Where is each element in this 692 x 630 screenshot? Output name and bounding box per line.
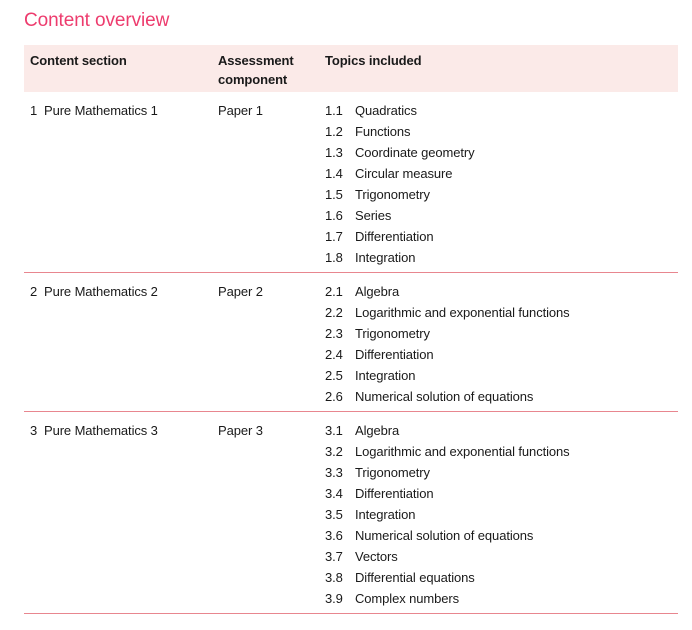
topic-item [325, 184, 678, 205]
topic-item [325, 142, 678, 163]
table-row [24, 92, 678, 273]
topic-number: 3.6 [325, 528, 343, 543]
topic-number: 1.4 [325, 166, 343, 181]
topic-number: 1.5 [325, 187, 343, 202]
topic-label: Circular measure [355, 166, 453, 181]
assessment-component-cell: Paper 2 [218, 284, 263, 299]
table-row [24, 273, 678, 412]
section-number: 1 [30, 103, 38, 118]
topic-item [325, 567, 678, 588]
topic-number: 3.1 [325, 423, 343, 438]
topics-cell [325, 100, 678, 268]
topic-item [325, 247, 678, 268]
document-page [0, 10, 692, 614]
topic-number: 2.2 [325, 305, 343, 320]
topic-item [325, 323, 678, 344]
page-title: Content overview [24, 10, 170, 31]
topic-number: 1.2 [325, 124, 343, 139]
topic-label: Integration [355, 368, 416, 383]
topic-label: Integration [355, 507, 416, 522]
topic-item [325, 525, 678, 546]
column-header-topics-included: Topics included [325, 53, 422, 68]
topic-item [325, 121, 678, 142]
topic-number: 3.8 [325, 570, 343, 585]
topic-item [325, 205, 678, 226]
topic-label: Functions [355, 124, 411, 139]
topic-item [325, 100, 678, 121]
topic-number: 1.8 [325, 250, 343, 265]
topic-number: 3.9 [325, 591, 343, 606]
section-number: 3 [30, 423, 38, 438]
topic-number: 1.3 [325, 145, 343, 160]
topic-item [325, 344, 678, 365]
topic-item [325, 483, 678, 504]
column-header-content-section: Content section [30, 53, 127, 68]
topic-number: 2.5 [325, 368, 343, 383]
topic-label: Algebra [355, 284, 400, 299]
section-cell [24, 420, 218, 609]
section-name: Pure Mathematics 1 [44, 103, 158, 118]
topic-number: 3.7 [325, 549, 343, 564]
topic-label: Numerical solution of equations [355, 389, 534, 404]
topic-number: 1.6 [325, 208, 343, 223]
topic-label: Numerical solution of equations [355, 528, 534, 543]
topic-item [325, 546, 678, 567]
topic-number: 2.3 [325, 326, 343, 341]
topic-number: 3.3 [325, 465, 343, 480]
topic-label: Differentiation [355, 347, 434, 362]
topic-label: Trigonometry [355, 465, 430, 480]
topic-number: 3.5 [325, 507, 343, 522]
assessment-component-cell: Paper 1 [218, 103, 263, 118]
section-cell [24, 281, 218, 407]
table-body [24, 92, 678, 614]
table-row [24, 412, 678, 614]
topics-cell [325, 420, 678, 609]
topic-label: Trigonometry [355, 326, 430, 341]
topic-label: Logarithmic and exponential functions [355, 305, 570, 320]
assessment-component-cell: Paper 3 [218, 423, 263, 438]
topic-item [325, 386, 678, 407]
topic-item [325, 441, 678, 462]
topic-label: Series [355, 208, 392, 223]
topic-item [325, 302, 678, 323]
topic-label: Complex numbers [355, 591, 459, 606]
table-header-row [24, 45, 678, 92]
topic-item [325, 588, 678, 609]
topic-item [325, 163, 678, 184]
topic-number: 3.4 [325, 486, 343, 501]
topic-label: Quadratics [355, 103, 417, 118]
topic-label: Differentiation [355, 486, 434, 501]
topic-item [325, 420, 678, 441]
topic-number: 2.4 [325, 347, 343, 362]
topic-number: 2.1 [325, 284, 343, 299]
topic-number: 1.1 [325, 103, 343, 118]
topic-item [325, 281, 678, 302]
topic-label: Coordinate geometry [355, 145, 475, 160]
section-cell [24, 100, 218, 268]
topic-number: 3.2 [325, 444, 343, 459]
topic-label: Integration [355, 250, 416, 265]
topic-label: Differentiation [355, 229, 434, 244]
topic-number: 1.7 [325, 229, 343, 244]
topic-item [325, 226, 678, 247]
topic-label: Algebra [355, 423, 400, 438]
topics-cell [325, 281, 678, 407]
topic-number: 2.6 [325, 389, 343, 404]
topic-label: Vectors [355, 549, 398, 564]
topic-item [325, 504, 678, 525]
section-name: Pure Mathematics 3 [44, 423, 158, 438]
topic-item [325, 462, 678, 483]
content-overview-table [24, 45, 678, 614]
topic-label: Differential equations [355, 570, 475, 585]
section-name: Pure Mathematics 2 [44, 284, 158, 299]
section-number: 2 [30, 284, 38, 299]
topic-item [325, 365, 678, 386]
topic-label: Logarithmic and exponential functions [355, 444, 570, 459]
column-header-assessment-component: Assessment component [218, 53, 294, 87]
topic-label: Trigonometry [355, 187, 430, 202]
